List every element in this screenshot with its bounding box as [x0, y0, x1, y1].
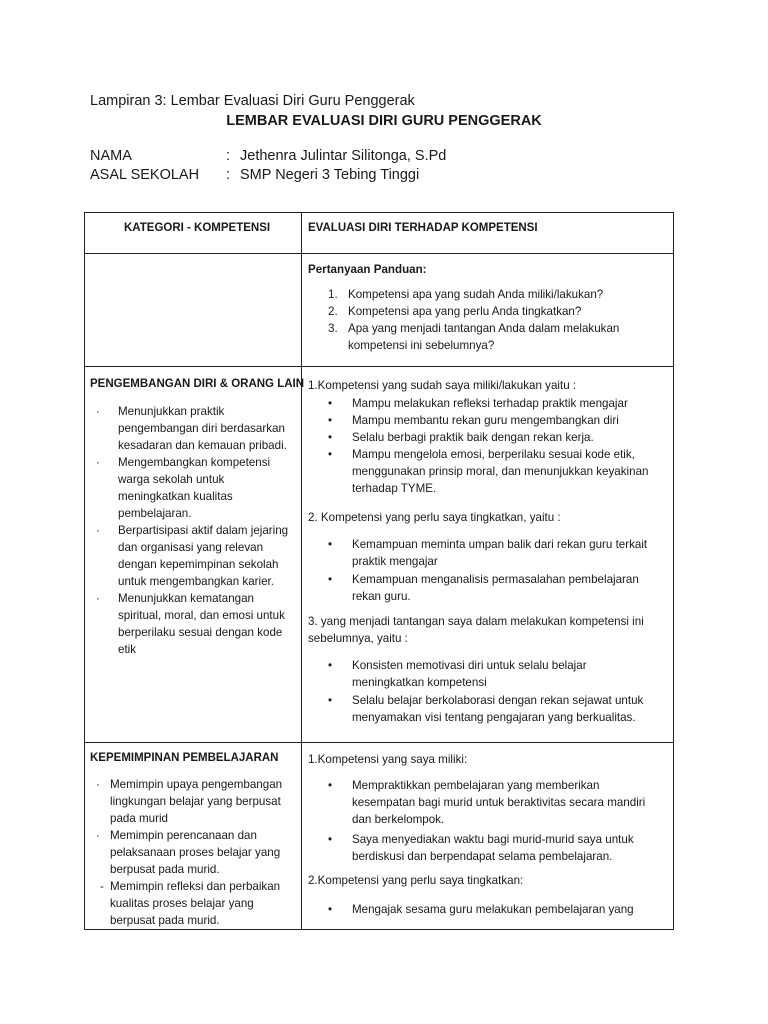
row1-left-item — [96, 454, 296, 522]
bullet-icon: • — [328, 448, 333, 461]
col1-header: KATEGORI - KOMPETENSI — [124, 222, 271, 234]
bullet-icon: · — [96, 524, 100, 537]
list-item-line: Selalu belajar berkolaborasi dengan rekan sejawat untuk — [352, 694, 644, 707]
list-item-line: Konsisten memotivasi diri untuk selalu belajar — [352, 659, 587, 672]
bullet-icon: • — [328, 903, 333, 916]
guide-item-continuation: kompetensi ini sebelumnya? — [348, 339, 495, 352]
nama-value: Jethenra Julintar Silitonga, S.Pd — [240, 148, 447, 164]
row2-q2: 2.Kompetensi yang perlu saya tingkatkan: — [308, 874, 524, 887]
table-border-right — [673, 212, 674, 930]
guide-title: Pertanyaan Panduan: — [308, 263, 427, 276]
bullet-icon: · — [96, 829, 100, 842]
row2-left-item — [96, 827, 296, 878]
list-item-line: berpusat pada murid. — [110, 914, 220, 927]
list-item-line: Mampu melakukan refleksi terhadap praktik mengajar — [352, 397, 628, 410]
list-item-line: kualitas proses belajar yang — [110, 897, 254, 910]
list-item-line: menggunakan prinsip moral, dan menunjukkan keyakinan — [352, 465, 649, 478]
guide-item: 1. Kompetensi apa yang sudah Anda miliki/lakukan? — [328, 288, 604, 301]
list-item-line: berperilaku sesuai dengan kode — [118, 626, 283, 639]
row1-q1-item — [328, 395, 668, 412]
row1-q3-line2: sebelumnya, yaitu : — [308, 632, 408, 645]
list-item-line: menyamakan visi tentang pengajaran yang berkualitas. — [352, 711, 636, 724]
table-divider — [84, 742, 674, 743]
list-item-line: meningkatkan kualitas — [118, 490, 233, 503]
list-item-line: Selalu berbagi praktik baik dengan rekan kerja. — [352, 431, 594, 444]
list-item-line: pengembangan diri berdasarkan — [118, 422, 285, 435]
nama-colon: : — [226, 148, 231, 164]
bullet-icon: • — [328, 431, 333, 444]
list-item-line: Memimpin refleksi dan perbaikan — [110, 880, 281, 893]
list-item-line: pelaksanaan proses belajar yang — [110, 846, 281, 859]
row1-left-list — [96, 403, 296, 658]
row2-q2-item — [328, 901, 668, 918]
list-item-line: pada murid — [110, 812, 169, 825]
bullet-icon: • — [328, 694, 333, 707]
list-item-line: Mampu membantu rekan guru mengembangkan diri — [352, 414, 619, 427]
list-item-line: Mengajak sesama guru melakukan pembelajaran yang — [352, 903, 634, 916]
row2-q1-item — [328, 777, 668, 828]
list-item-line: kesadaran dan kemauan pribadi. — [118, 439, 287, 452]
list-item-line: pembelajaran. — [118, 507, 192, 520]
list-item-line: Mempraktikkan pembelajaran yang memberikan — [352, 779, 600, 792]
list-item-line: dan organisasi yang relevan — [118, 541, 264, 554]
bullet-icon: • — [328, 659, 333, 672]
bullet-icon: · — [96, 778, 100, 791]
bullet-icon: · — [96, 405, 100, 418]
table-divider — [84, 366, 674, 367]
list-item-line: Memimpin upaya pengembangan — [110, 778, 283, 791]
list-item-line: kesempatan bagi murid untuk beraktivitas secara mandiri — [352, 796, 646, 809]
row1-q2-item — [328, 536, 668, 570]
list-item-line: lingkungan belajar yang berpusat — [110, 795, 281, 808]
list-item-line: spiritual, moral, dan emosi untuk — [118, 609, 285, 622]
row1-left-item — [96, 522, 296, 590]
row1-q1: 1.Kompetensi yang sudah saya miliki/lakukan yaitu : — [308, 379, 577, 392]
sekolah-value: SMP Negeri 3 Tebing Tinggi — [240, 167, 420, 183]
row2-left-item — [96, 776, 296, 827]
sekolah-label: ASAL SEKOLAH — [90, 167, 200, 183]
row1-q1-item — [328, 446, 668, 497]
list-item-line: praktik mengajar — [352, 555, 438, 568]
row1-q2: 2. Kompetensi yang perlu saya tingkatkan, yaitu : — [308, 511, 561, 524]
category-kepemimpinan: KEPEMIMPINAN PEMBELAJARAN — [90, 752, 279, 764]
list-item-line: Menunjukkan kematangan — [118, 592, 254, 605]
list-item-line: Berpartisipasi aktif dalam jejaring — [118, 524, 289, 537]
table-border-left — [84, 212, 85, 930]
document-title: LEMBAR EVALUASI DIRI GURU PENGGERAK — [226, 113, 542, 129]
row2-q1-list — [328, 777, 668, 868]
row1-q2-list — [328, 536, 668, 606]
row2-q1-item — [328, 831, 668, 865]
bullet-icon: • — [328, 414, 333, 427]
row1-q1-item — [328, 429, 668, 446]
row1-q3-list — [328, 657, 668, 727]
row2-left-item — [96, 878, 296, 929]
list-item-line: Menunjukkan praktik — [118, 405, 225, 418]
list-item-line: Memimpin perencanaan dan — [110, 829, 257, 842]
bullet-icon: · — [96, 592, 100, 605]
row2-q1: 1.Kompetensi yang saya miliki: — [308, 753, 468, 766]
table-divider — [84, 253, 674, 254]
list-item-line: dengan kepemimpinan sekolah — [118, 558, 279, 571]
row2-left-list — [96, 776, 296, 929]
bullet-icon: • — [328, 538, 333, 551]
sekolah-colon: : — [226, 167, 231, 183]
bullet-icon: • — [328, 833, 333, 846]
row1-left-item — [96, 590, 296, 658]
row1-q3-item — [328, 657, 668, 691]
list-item-line: Kemampuan menganalisis permasalahan pembelajaran — [352, 573, 639, 586]
list-item-line: dan berkelompok. — [352, 813, 445, 826]
row2-q2-list — [328, 901, 668, 918]
nama-label: NAMA — [90, 148, 132, 164]
list-item-line: Mengembangkan kompetensi — [118, 456, 271, 469]
list-item-line: rekan guru. — [352, 590, 411, 603]
row1-q1-item — [328, 412, 668, 429]
category-pengembangan: PENGEMBANGAN DIRI & ORANG LAIN — [90, 378, 305, 390]
bullet-icon: • — [328, 779, 333, 792]
bullet-icon: • — [328, 573, 333, 586]
row1-q1-list — [328, 395, 668, 497]
list-item-line: berpusat pada murid. — [110, 863, 220, 876]
list-item-line: warga sekolah untuk — [118, 473, 225, 486]
guide-list — [308, 286, 668, 354]
lampiran-heading: Lampiran 3: Lembar Evaluasi Diri Guru Penggerak — [90, 93, 415, 109]
col2-header: EVALUASI DIRI TERHADAP KOMPETENSI — [308, 222, 538, 234]
bullet-icon: · — [96, 456, 100, 469]
list-item-line: meningkatkan kompetensi — [352, 676, 487, 689]
list-item-line: terhadap TYME. — [352, 482, 437, 495]
row1-q2-item — [328, 571, 668, 605]
list-item-line: Kemampuan meminta umpan balik dari rekan guru terkait — [352, 538, 648, 551]
guide-item: 3. Apa yang menjadi tantangan Anda dalam melakukan — [328, 322, 620, 335]
row1-q3-line1: 3. yang menjadi tantangan saya dalam melakukan kompetensi ini — [308, 615, 644, 628]
row1-q3-item — [328, 692, 668, 726]
list-item-line: etik — [118, 643, 137, 656]
table-border-bottom — [84, 929, 674, 930]
row1-left-item — [96, 403, 296, 454]
bullet-icon: • — [328, 397, 333, 410]
list-item-line: Saya menyediakan waktu bagi murid-murid saya untuk — [352, 833, 634, 846]
guide-item: 2. Kompetensi apa yang perlu Anda tingkatkan? — [328, 305, 582, 318]
list-item-line: Mampu mengelola emosi, berperilaku sesuai kode etik, — [352, 448, 635, 461]
table-column-divider — [301, 212, 302, 930]
list-item-line: berdiskusi dan berpendapat selama pembelajaran. — [352, 850, 613, 863]
table-border-top — [84, 212, 674, 213]
list-item-line: untuk mengembangkan karier. — [118, 575, 274, 588]
bullet-icon: - — [100, 880, 104, 893]
